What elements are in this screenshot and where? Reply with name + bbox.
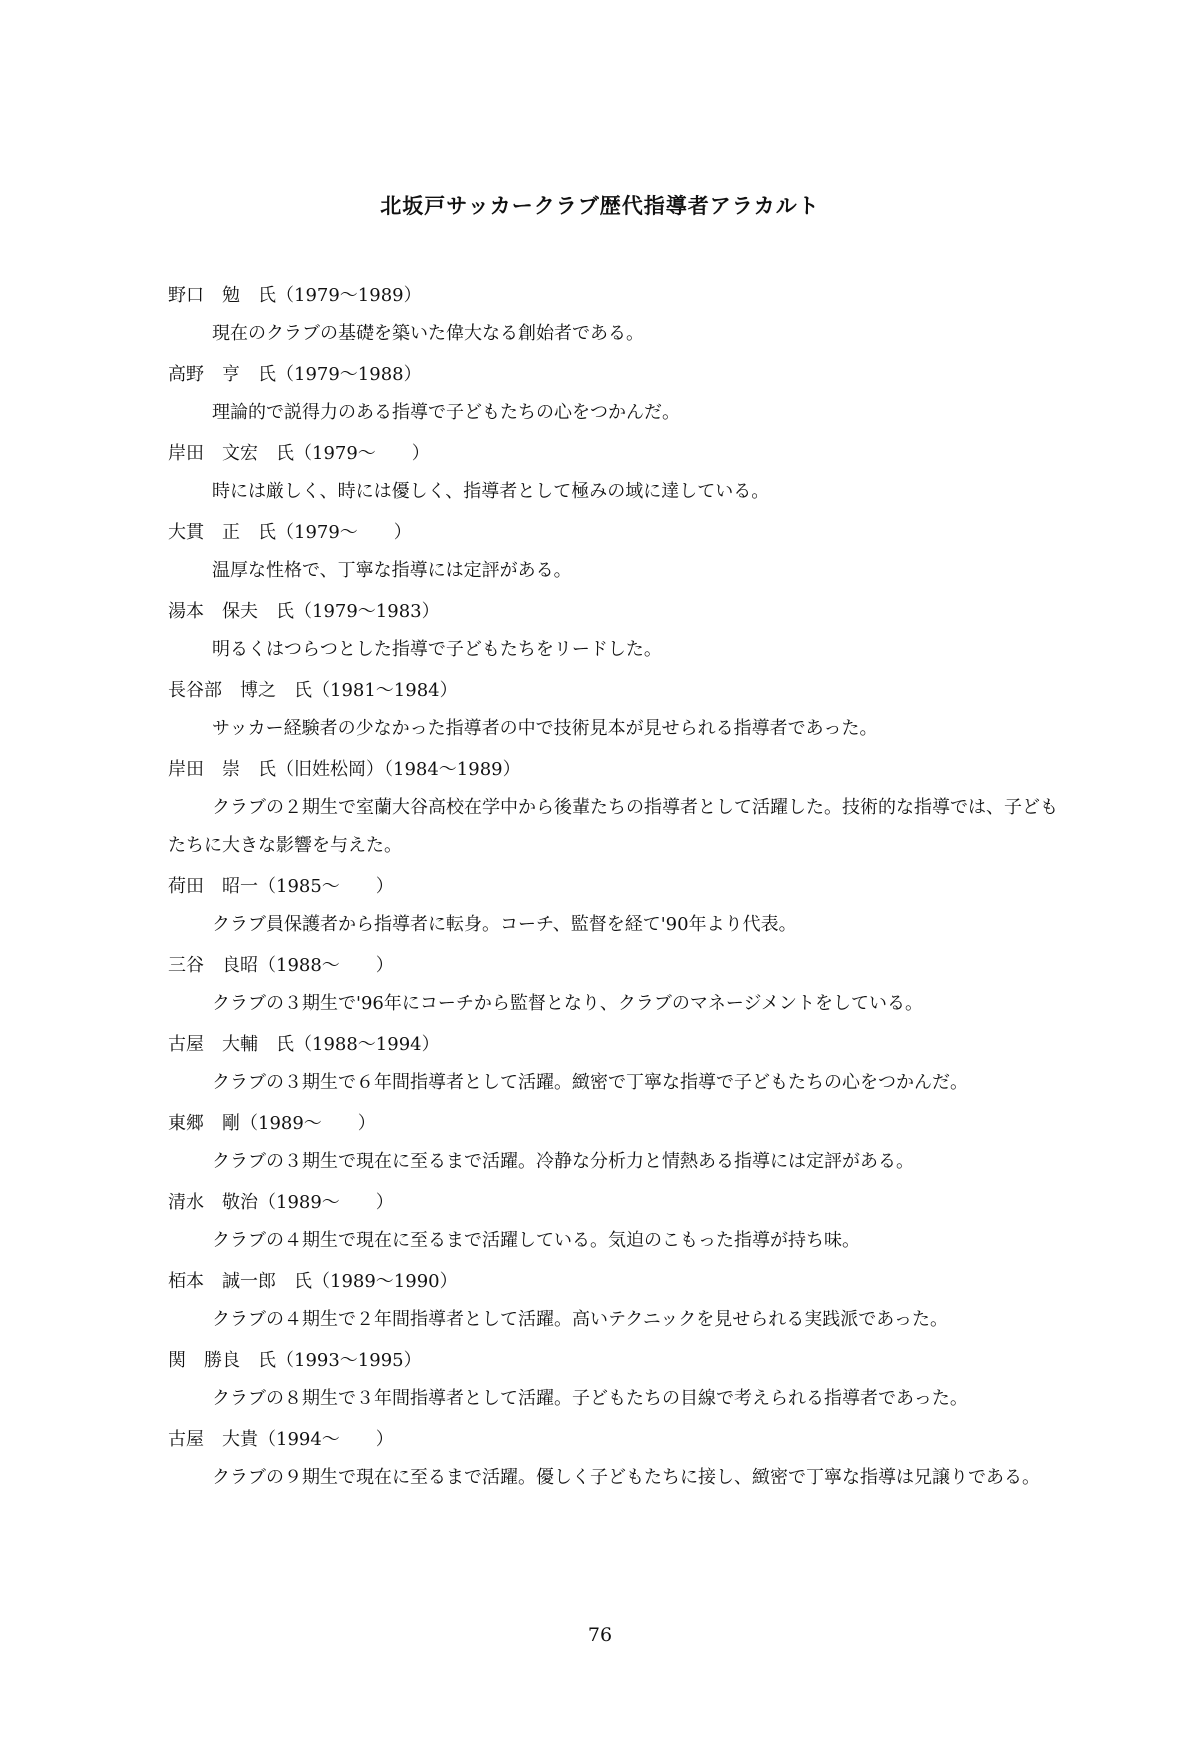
coach-name: 三谷 良昭: [168, 955, 258, 976]
coach-description: クラブの３期生で'96年にコーチから監督となり、クラブのマネージメントをしている。: [212, 993, 923, 1014]
coach-name: 岸田 崇 氏: [168, 759, 276, 780]
coach-name: 長谷部 博之 氏: [168, 680, 312, 701]
coach-name: 古屋 大貴: [168, 1429, 258, 1450]
coach-entry: [168, 355, 1068, 432]
coach-description: 理論的で説得力のある指導で子どもたちの心をつかんだ。: [212, 402, 680, 423]
coach-entry: [168, 1262, 1068, 1339]
coach-description: クラブの９期生で現在に至るまで活躍。優しく子どもたちに接し、緻密で丁寧な指導は兄譲りである。: [212, 1467, 1040, 1488]
coach-years: （1994～ ）: [258, 1429, 394, 1450]
coach-years: （1989～1990）: [312, 1271, 458, 1292]
page-number: 76: [587, 1624, 613, 1646]
coach-name: 関 勝良 氏: [168, 1350, 276, 1371]
coach-name: 荷田 昭一: [168, 876, 258, 897]
coach-list: [168, 276, 1068, 1499]
coach-years: （1988～1994）: [294, 1034, 440, 1055]
coach-entry: [168, 867, 1068, 944]
coach-years: （1989～ ）: [240, 1113, 376, 1134]
coach-description: 明るくはつらつとした指導で子どもたちをリードした。: [212, 639, 662, 660]
coach-name: 岸田 文宏 氏: [168, 443, 294, 464]
coach-entry: [168, 1025, 1068, 1102]
coach-name: 東郷 剛: [168, 1113, 240, 1134]
coach-description: 現在のクラブの基礎を築いた偉大なる創始者である。: [212, 323, 644, 344]
coach-years: （旧姓松岡）（1984～1989）: [276, 759, 521, 780]
coach-entry: [168, 1341, 1068, 1418]
page-title: 北坂戸サッカークラブ歴代指導者アラカルト: [380, 194, 820, 218]
coach-years: （1979～ ）: [276, 522, 412, 543]
coach-years: （1993～1995）: [276, 1350, 422, 1371]
coach-description: クラブの８期生で３年間指導者として活躍。子どもたちの目線で考えられる指導者であった。: [212, 1388, 968, 1409]
coach-description: クラブの４期生で現在に至るまで活躍している。気迫のこもった指導が持ち味。: [212, 1230, 860, 1251]
coach-entry: [168, 1420, 1068, 1497]
coach-years: （1979～1988）: [276, 364, 422, 385]
coach-years: （1979～ ）: [294, 443, 430, 464]
coach-name: 野口 勉 氏: [168, 285, 276, 306]
coach-name: 古屋 大輔 氏: [168, 1034, 294, 1055]
coach-years: （1985～ ）: [258, 876, 394, 897]
coach-entry: [168, 1183, 1068, 1260]
coach-description: クラブの２期生で室蘭大谷高校在学中から後輩たちの指導者として活躍した。技術的な指導では、子どもたちに大きな影響を与えた。: [168, 797, 1058, 856]
coach-entry: [168, 1104, 1068, 1181]
coach-entry: [168, 671, 1068, 748]
coach-entry: [168, 513, 1068, 590]
coach-years: （1981～1984）: [312, 680, 458, 701]
coach-name: 高野 亨 氏: [168, 364, 276, 385]
coach-entry: [168, 750, 1068, 865]
coach-entry: [168, 946, 1068, 1023]
coach-description: 温厚な性格で、丁寧な指導には定評がある。: [212, 560, 572, 581]
coach-entry: [168, 434, 1068, 511]
coach-name: 清水 敬治: [168, 1192, 258, 1213]
coach-name: 栢本 誠一郎 氏: [168, 1271, 312, 1292]
coach-name: 大貫 正 氏: [168, 522, 276, 543]
coach-description: 時には厳しく、時には優しく、指導者として極みの域に達している。: [212, 481, 770, 502]
coach-description: クラブの３期生で６年間指導者として活躍。緻密で丁寧な指導で子どもたちの心をつかんだ。: [212, 1072, 968, 1093]
coach-years: （1979～1983）: [294, 601, 440, 622]
coach-years: （1979～1989）: [276, 285, 422, 306]
coach-description: クラブ員保護者から指導者に転身。コーチ、監督を経て'90年より代表。: [212, 914, 797, 935]
coach-entry: [168, 276, 1068, 353]
coach-entry: [168, 592, 1068, 669]
coach-description: クラブの４期生で２年間指導者として活躍。高いテクニックを見せられる実践派であった。: [212, 1309, 949, 1330]
coach-description: サッカー経験者の少なかった指導者の中で技術見本が見せられる指導者であった。: [212, 718, 878, 739]
coach-years: （1988～ ）: [258, 955, 394, 976]
coach-years: （1989～ ）: [258, 1192, 394, 1213]
coach-name: 湯本 保夫 氏: [168, 601, 294, 622]
coach-description: クラブの３期生で現在に至るまで活躍。冷静な分析力と情熱ある指導には定評がある。: [212, 1151, 914, 1172]
